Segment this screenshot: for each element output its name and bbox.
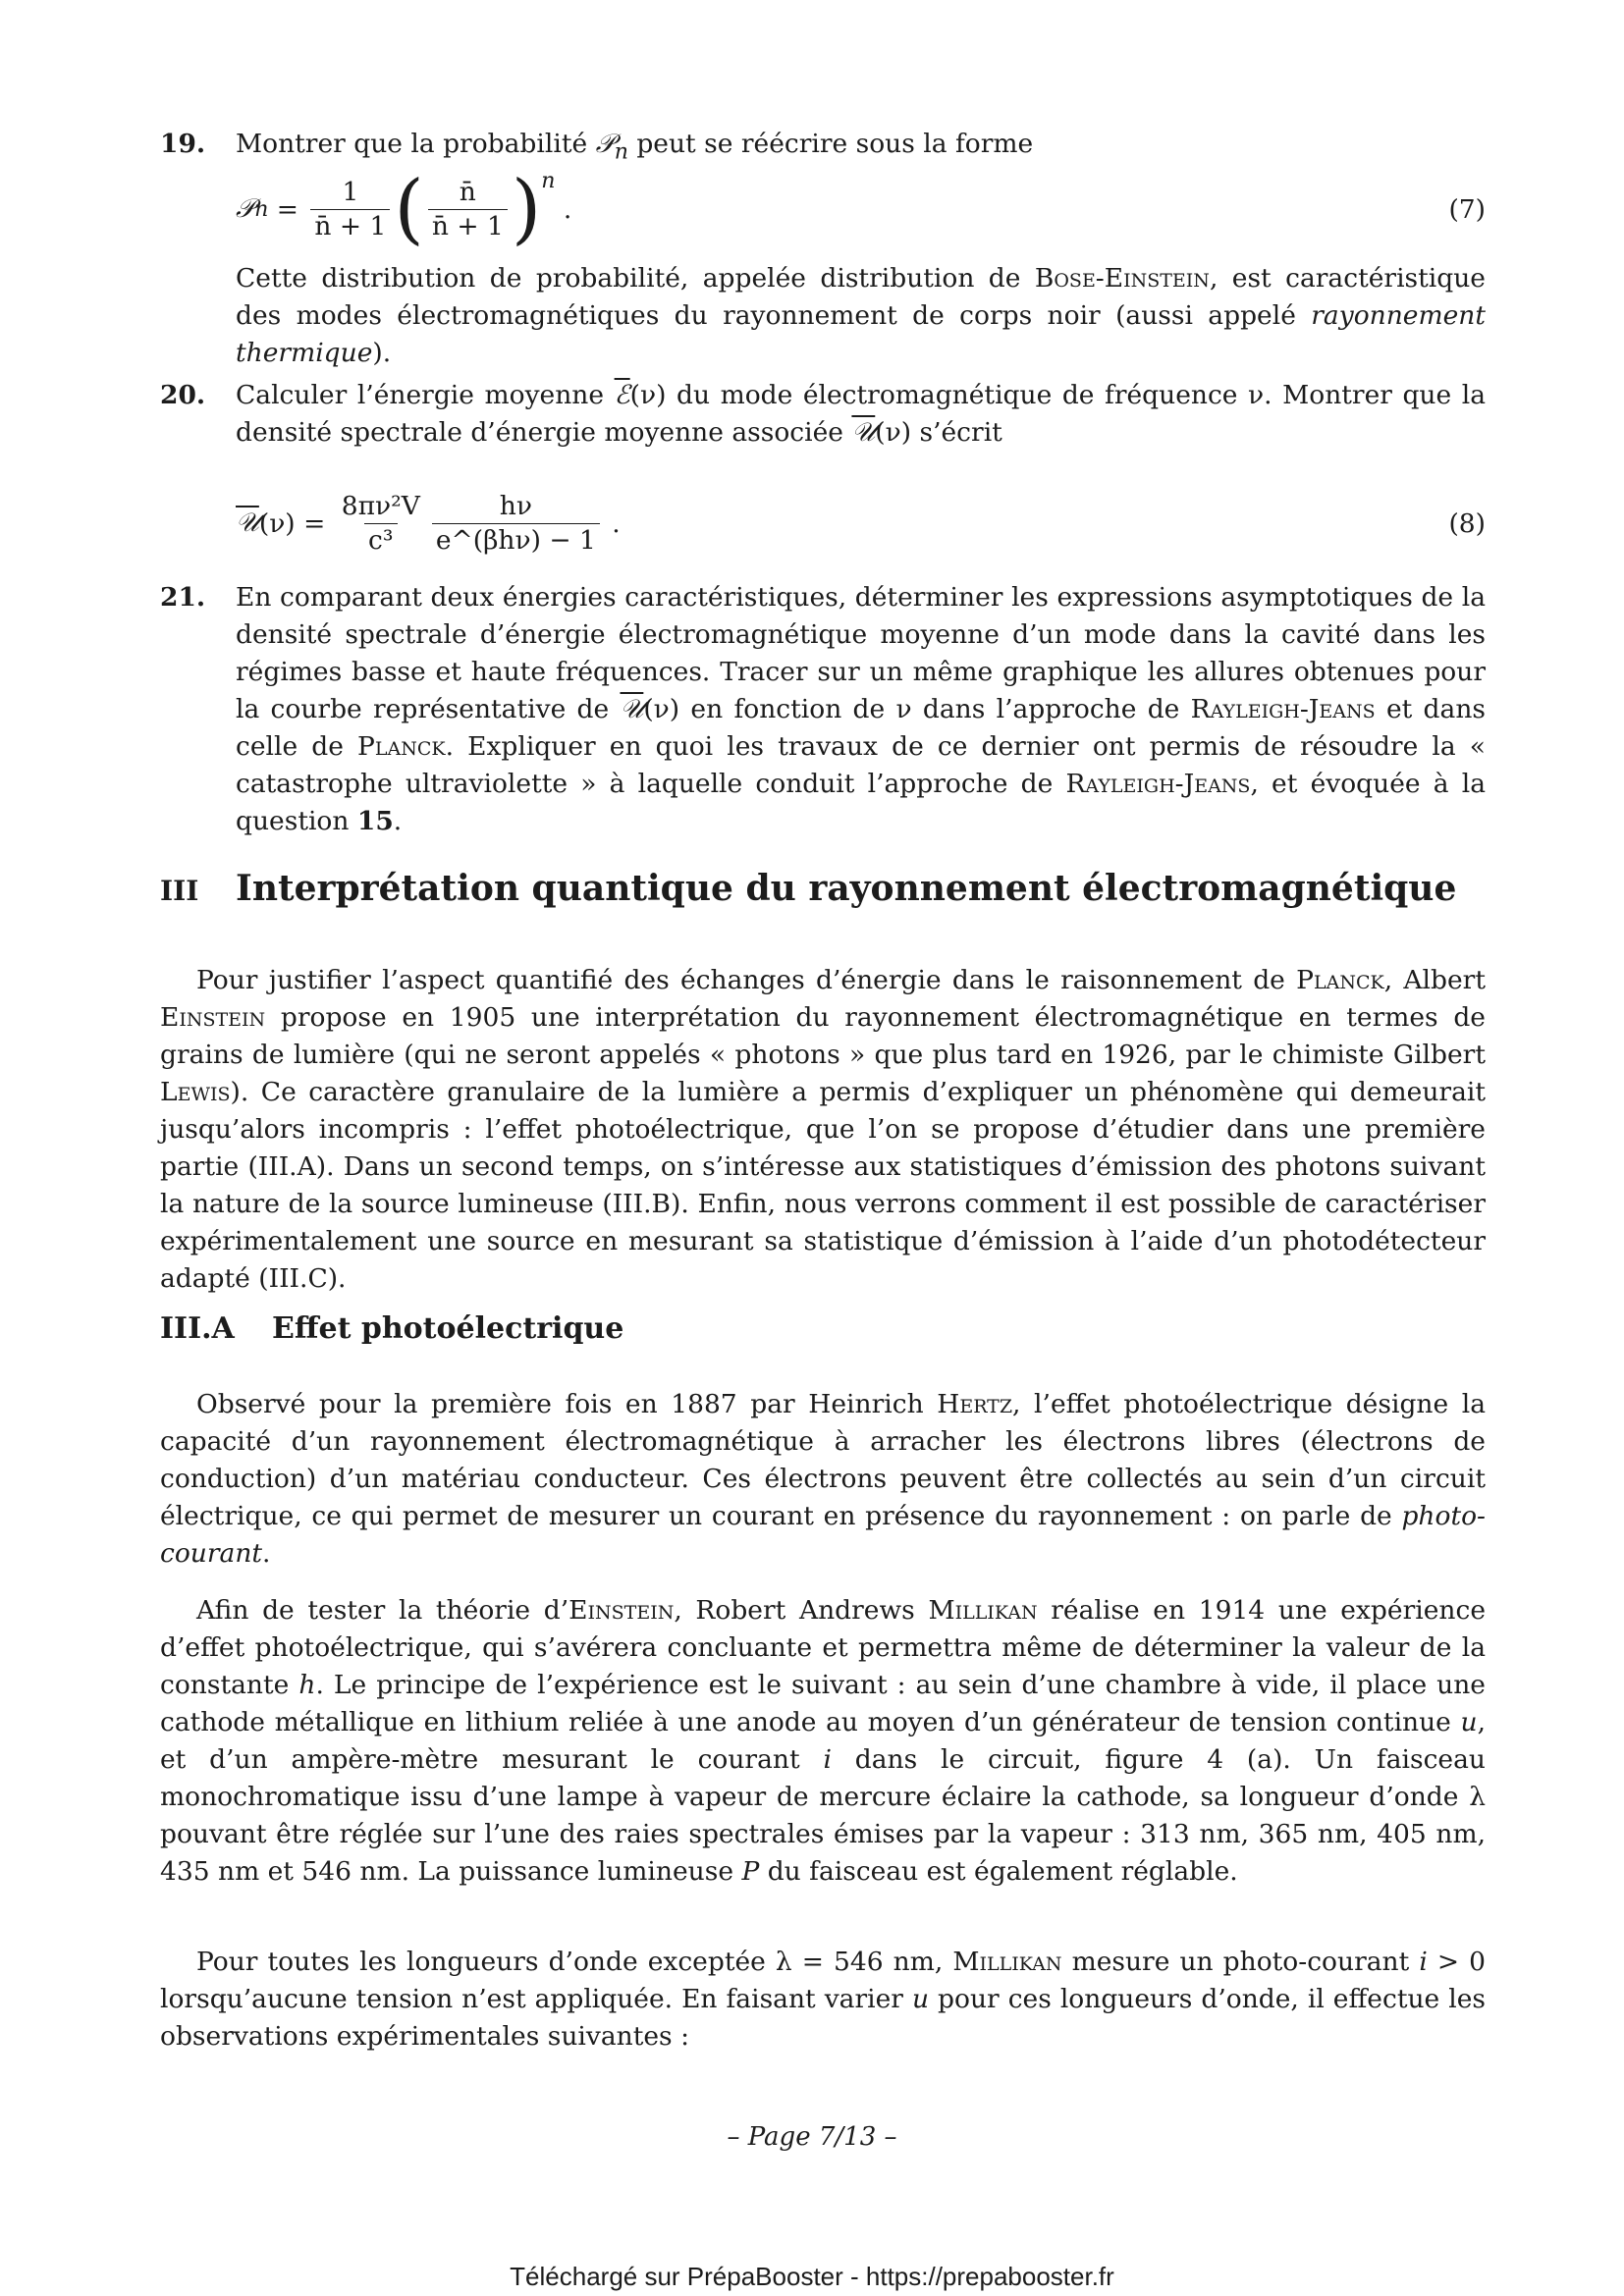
paragraph: Pour toutes les longueurs d’onde exceptée λ = 546 nm, Millikan mesure un photo-courant i > 0 lorsqu’aucune tension n’est appliquée. En faisant varier u pour ces longueurs d’onde, il effectue les observations expérimentales suivantes :: [160, 1947, 1486, 2052]
question-number: 21.: [160, 582, 206, 613]
question-number: 19.: [160, 129, 206, 159]
equation-number: (8): [1448, 507, 1486, 539]
paragraph: Afin de tester la théorie d’Einstein, Robert Andrews Millikan réalise en 1914 une expérience d’effet photoélectrique, qui s’avérera concluante et permettra même de déterminer la valeur de la constante h. Le principe de l’expérience est le suivant : au sein d’une chambre à vide, il place une cathode métallique en lithium reliée à une anode au moyen d’un générateur de tension continue u, et d’un ampère-mètre mesurant le courant i dans le circuit, figure 4 (a). Un faisceau monochromatique issu d’une lampe à vapeur de mercure éclaire la cathode, sa longueur d’onde λ pouvant être réglée sur l’une des raies spectrales émises par la vapeur : 313 nm, 365 nm, 405 nm, 435 nm et 546 nm. La puissance lumineuse P du faisceau est également réglable.: [160, 1595, 1486, 1887]
section-intro: Pour justifier l’aspect quantifié des échanges d’énergie dans le raisonnement de Planck, Albert Einstein propose en 1905 une interprétation du rayonnement électromagnétique en termes de grains de lumière (qui ne seront appelés « photons » que plus tard en 1926, par le chimiste Gilbert Lewis). Ce caractère granulaire de la lumière a permis d’expliquer un phénomène qui demeurait jusqu’alors incompris : l’effet photoélectrique, que l’on se propose d’étudier dans une première partie (III.A). Dans un second temps, on s’intéresse aux statistiques d’émission des photons suivant la nature de la source lumineuse (III.B). Enfin, nous verrons comment il est possible de caractériser expérimentalement une source en mesurant sa statistique d’émission à l’aide d’un photodétecteur adapté (III.C).: [160, 965, 1486, 1294]
download-source: Téléchargé sur PrépaBooster - https://prepabooster.fr: [510, 2262, 1114, 2291]
fraction: $\frac{n̄}{n̄ + 1}$: [428, 176, 508, 243]
question-20: [160, 377, 1486, 452]
question-text: Calculer l’énergie moyenne ℰ(ν) du mode électromagnétique de fréquence ν. Montrer que la densité spectrale d’énergie moyenne associée 𝒰(ν) s’écrit: [236, 380, 1487, 448]
subsection-heading: III.A Effet photoélectrique: [160, 1311, 624, 1346]
equation-number: (7): [1448, 193, 1486, 225]
paragraph: Observé pour la première fois en 1887 par Heinrich Hertz, l’effet photoélectrique désigne la capacité d’un rayonnement électromagnétique à arracher les électrons libres (électrons de conduction) d’un matériau conducteur. Ces électrons peuvent être collectés au sein d’un circuit électrique, ce qui permet de mesurer un courant en présence du rayonnement : on parle de photo-courant.: [160, 1389, 1487, 1569]
q19-note: Cette distribution de probabilité, appelée distribution de Bose-Einstein, est caractéristique des modes électromagnétiques du rayonnement de corps noir (aussi appelé rayonnement thermique).: [236, 263, 1486, 368]
question-text: En comparant deux énergies caractéristiques, déterminer les expressions asymptotiques de la densité spectrale d’énergie électromagnétique moyenne d’un mode dans la cavité dans les régimes basse et haute fréquences. Tracer sur un même graphique les allures obtenues pour la courbe représentative de 𝒰(ν) en fonction de ν dans l’approche de Rayleigh-Jeans et dans celle de Planck. Expliquer en quoi les travaux de ce dernier ont permis de résoudre la « catastrophe ultraviolette » à laquelle conduit l’approche de Rayleigh-Jeans, et évoquée à la question 15.: [236, 582, 1487, 836]
question-number: 20.: [160, 380, 206, 410]
fraction: $\frac{1}{n̄ + 1}$: [310, 176, 390, 243]
page-number: – Page 7/13 –: [727, 2122, 897, 2152]
equation-8: 𝒰 (ν) = $\frac{\text{8πν²V}}{\text{c³}}$ $\frac{h\nu}{\text{e\textasciicircum{}(βhν) − 1}}$ . (8): [236, 479, 1486, 567]
question-21: [160, 579, 1486, 840]
equation-7: 𝒫 n = $\frac{1}{n̄ + 1}$ ( $\frac{n̄}{n̄ + 1}$ ) $^n$ . (7): [236, 165, 1486, 253]
fraction: $\frac{h\nu}{\text{e\textasciicircum{}(βhν) − 1}}$: [432, 490, 600, 558]
section-heading: III Interprétation quantique du rayonnement électromagnétique: [160, 868, 1457, 909]
question-text: Montrer que la probabilité 𝒫$_n$ peut se réécrire sous la forme: [236, 129, 1034, 165]
fraction: $\frac{\text{8πν²V}}{\text{c³}}$: [341, 490, 420, 556]
